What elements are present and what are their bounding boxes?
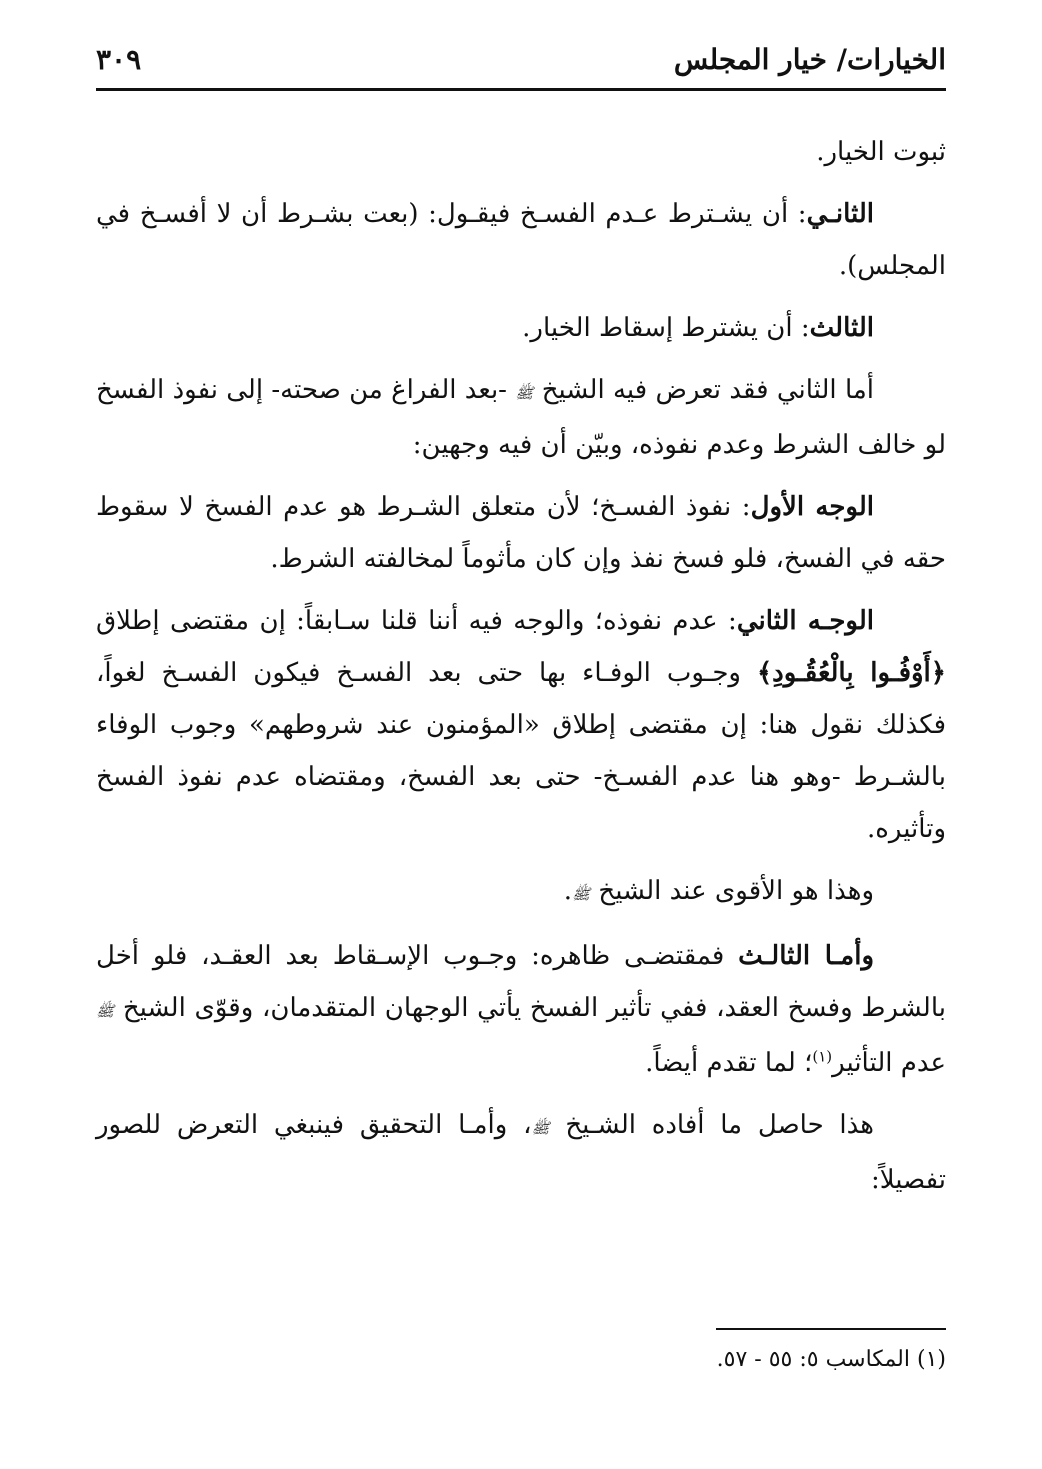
paragraph-6 bbox=[96, 595, 946, 855]
paragraph-5 bbox=[96, 481, 946, 585]
paragraph-text: فمقتضـى ظاهره: وجـوب الإسـقاط بعد العقـد، فلو أخل بالشرط وفسخ العقد، ففي تأثير الفسخ يأتي الوجهان المتقدمان، وقوّى الشيخ bbox=[96, 941, 947, 1023]
paragraph-text: وهذا هو الأقوى عند الشيخ bbox=[598, 876, 874, 906]
paragraph-text: وجـوب الوفـاء بها حتى بعد الفسـخ فيكون الفسـخ لغواً، فكذلك نقول هنا: إن مقتضى إطلاق «المؤمنون عند شروطهم» وجوب الوفاء بالشـرط -وهو هنا عدم الفسـخ- حتى بعد الفسخ، ومقتضاه عدم نفوذ الفسخ وتأثيره. bbox=[96, 658, 946, 844]
honorific-symbol: ﷺ bbox=[96, 1002, 115, 1020]
paragraph-text: : أن يشـترط عـدم الفسـخ فيقـول: (بعت بشـرط أن لا أفسـخ في المجلس). bbox=[96, 199, 946, 281]
paragraph-text: ، وأمـا التحقيق فينبغي التعرض للصور تفصيلاً: bbox=[96, 1110, 946, 1195]
paragraph-8 bbox=[96, 930, 946, 1089]
paragraph-text: : عدم نفوذه؛ والوجه فيه أننا قلنا سـابقاً: إن مقتضى إطلاق bbox=[96, 606, 737, 636]
quran-verse: ﴿أَوْفُـوا بِالْعُقُـودِ﴾ bbox=[756, 658, 947, 688]
honorific-symbol: ﷺ bbox=[515, 384, 534, 402]
paragraph-lead: الوجه الأول bbox=[750, 492, 874, 522]
paragraph-2 bbox=[96, 188, 946, 292]
page-number: ٣٠٩ bbox=[96, 43, 142, 76]
paragraph-text: أما الثاني فقد تعرض فيه الشيخ bbox=[541, 375, 875, 405]
paragraph-text: . bbox=[563, 876, 573, 906]
main-text bbox=[96, 126, 946, 1216]
paragraph-text: ثبوت الخيار. bbox=[816, 137, 946, 167]
header-rule bbox=[96, 88, 946, 91]
paragraph-3 bbox=[96, 302, 946, 354]
running-header bbox=[96, 40, 946, 90]
paragraph-9 bbox=[96, 1099, 946, 1206]
paragraph-7 bbox=[96, 865, 946, 920]
paragraph-lead: الثالث bbox=[809, 313, 874, 343]
paragraph-lead: الوجـه الثاني bbox=[736, 606, 874, 636]
honorific-symbol: ﷺ bbox=[531, 1119, 550, 1137]
paragraph-text: : نفوذ الفسـخ؛ لأن متعلق الشـرط هو عدم الفسخ لا سقوط حقه في الفسخ، فلو فسخ نفذ وإن كان مأثوماً لمخالفته الشرط. bbox=[96, 492, 946, 574]
footnote-reference[interactable]: (١) bbox=[812, 1047, 833, 1066]
paragraph-text: -بعد الفراغ من صحته- إلى نفوذ الفسخ لو خالف الشرط وعدم نفوذه، وبيّن أن فيه وجهين: bbox=[96, 375, 946, 460]
paragraph-lead: وأمـا الثالـث bbox=[738, 941, 875, 971]
footnote-separator bbox=[716, 1328, 946, 1330]
paragraph-lead: الثانـي bbox=[806, 199, 874, 229]
honorific-symbol: ﷺ bbox=[572, 885, 591, 903]
paragraph-4 bbox=[96, 364, 946, 471]
paragraph-text: ؛ لما تقدم أيضاً. bbox=[645, 1048, 813, 1078]
paragraph-text: : أن يشترط إسقاط الخيار. bbox=[522, 313, 810, 343]
running-title: الخيارات/ خيار المجلس bbox=[673, 43, 946, 76]
footnote-1: (١) المكاسب ٥: ٥٥ - ٥٧. bbox=[716, 1347, 946, 1372]
paragraph-1 bbox=[96, 126, 946, 178]
paragraph-text: عدم التأثير bbox=[832, 1048, 946, 1078]
paragraph-text: هذا حاصل ما أفاده الشـيخ bbox=[565, 1110, 874, 1140]
